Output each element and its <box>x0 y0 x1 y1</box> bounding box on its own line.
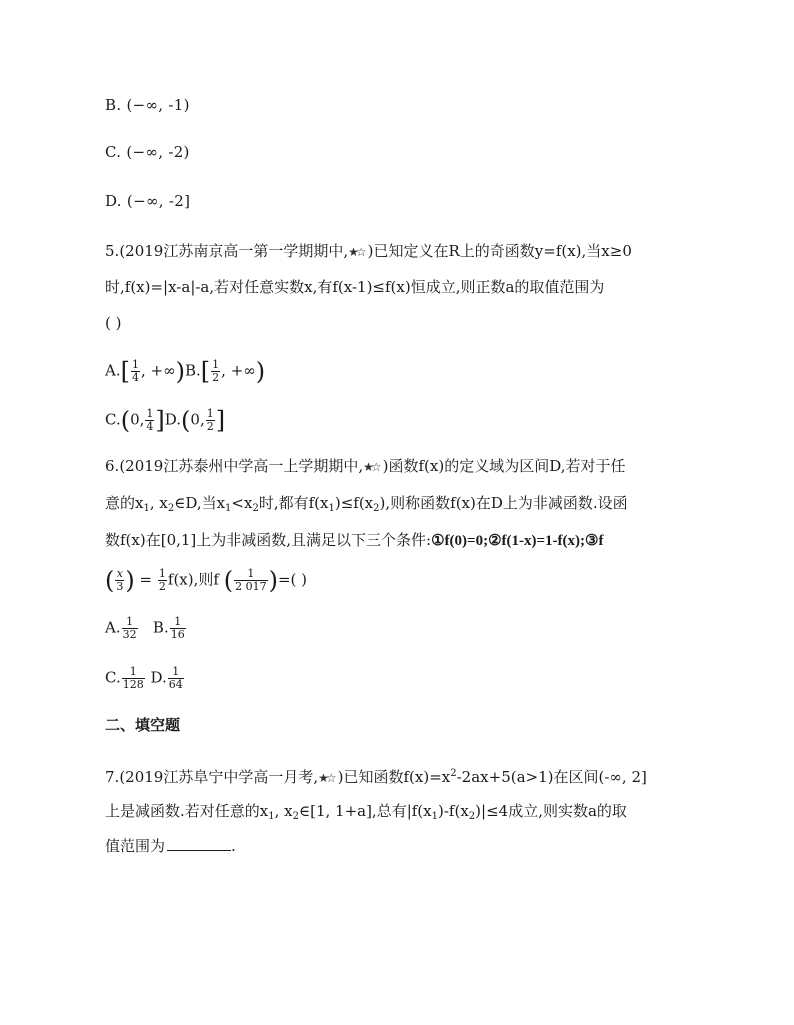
q6-optC-fraction: $\frac{1}{128}$ <box>122 665 144 691</box>
q5-options-ab: A.[ $\frac{1}{4}$ , +∞)B.[ $\frac{1}{2}$ , +∞) <box>105 357 266 386</box>
q6-stem-1: 函数f(x)的定义域为区间D,若对于任 <box>388 457 626 475</box>
q5-line3: ( ) <box>105 314 122 332</box>
section-heading-fill-in: 二、填空题 <box>105 716 181 734</box>
option-d-prev: D. (−∞, -2] <box>105 192 191 210</box>
q5-optC-fraction: $\frac{1}{4}$ <box>146 407 154 433</box>
q6-number: 6. <box>105 457 120 475</box>
q6-conditions: ①f(0)=0;②f(1-x)=1-f(x);③f <box>431 533 604 549</box>
difficulty-star-icon: ★☆ <box>318 771 334 785</box>
q5-source: (2019江苏南京高一第一学期期中, <box>119 242 349 260</box>
q5-options-cd: C.(0, $\frac{1}{4}$ ]D.(0, $\frac{1}{2}$ ] <box>105 406 226 435</box>
option-b-prev: B. (−∞, -1) <box>105 96 190 114</box>
q6-x-over-3-fraction: $\frac{x}{3}$ <box>116 567 124 593</box>
q6-line1: 6.(2019江苏泰州中学高一上学期期中,★☆ )函数f(x)的定义域为区间D,若对于任 <box>105 457 626 475</box>
q7-line2: 上是减函数.若对任意的$x_1$, $x_2\in[1$, 1+a],总有$|f(x_1)-f(x_2)|\le 4$成立,则实数a的取 <box>105 802 627 822</box>
q6-options-cd: C. $\frac{1}{128}$ D. $\frac{1}{64}$ <box>105 665 183 691</box>
answer-blank[interactable] <box>167 836 231 851</box>
q7-source: (2019江苏阜宁中学高一月考, <box>119 768 319 786</box>
q6-options-ab: A. $\frac{1}{32}$ B. $\frac{1}{16}$ <box>105 615 185 641</box>
q6-line4: ( $\frac{x}{3}$ ) = $\frac{1}{2}$ f(x),则f ( $\frac{1}{2 017}$ )=( ) <box>105 566 308 595</box>
q5-optA-fraction: $\frac{1}{4}$ <box>131 358 139 384</box>
q5-line1: 5.(2019江苏南京高一第一学期期中,★☆ )已知定义在R上的奇函数y=f(x),当x≥0 <box>105 242 632 260</box>
q6-half-fraction: $\frac{1}{2}$ <box>158 567 166 593</box>
q6-optD-fraction: $\frac{1}{64}$ <box>168 665 183 691</box>
q6-optB-fraction: $\frac{1}{16}$ <box>170 615 185 641</box>
q6-source: (2019江苏泰州中学高一上学期期中, <box>119 457 364 475</box>
option-c-prev: C. (−∞, -2) <box>105 143 190 161</box>
q7-line3: 值范围为 . <box>105 837 236 855</box>
q5-optD-fraction: $\frac{1}{2}$ <box>206 407 214 433</box>
q5-optB-fraction: $\frac{1}{2}$ <box>212 358 220 384</box>
q5-line2: 时,f(x)=|x-a|-a,若对任意实数x,有f(x-1)≤f(x)恒成立,则正数a的取值范围为 <box>105 278 605 296</box>
q5-number: 5. <box>105 242 120 260</box>
q6-line2: 意的$x_1$, $x_2\in D$,当$x_1<x_2$时,都有$f(x_1)\le f(x_2)$,则称函数f(x)在D上为非减函数.设函 <box>105 494 628 514</box>
q7-line1: 7.(2019江苏阜宁中学高一月考,★☆ )已知函数$f(x)=x^2-2ax+5(a>1)$在区间(-∞, 2] <box>105 768 647 786</box>
difficulty-star-icon: ★☆ <box>348 245 364 259</box>
q7-number: 7. <box>105 768 120 786</box>
q6-arg-fraction: $\frac{1}{2 017}$ <box>235 567 267 593</box>
q6-optA-fraction: $\frac{1}{32}$ <box>122 615 137 641</box>
difficulty-star-icon: ★☆ <box>363 460 379 474</box>
q6-line3: 数f(x)在[0,1]上为非减函数,且满足以下三个条件:①f(0)=0;②f(1-x)=1-f(x);③f <box>105 531 604 549</box>
q5-stem-1: 已知定义在R上的奇函数y=f(x),当x≥0 <box>373 242 632 260</box>
